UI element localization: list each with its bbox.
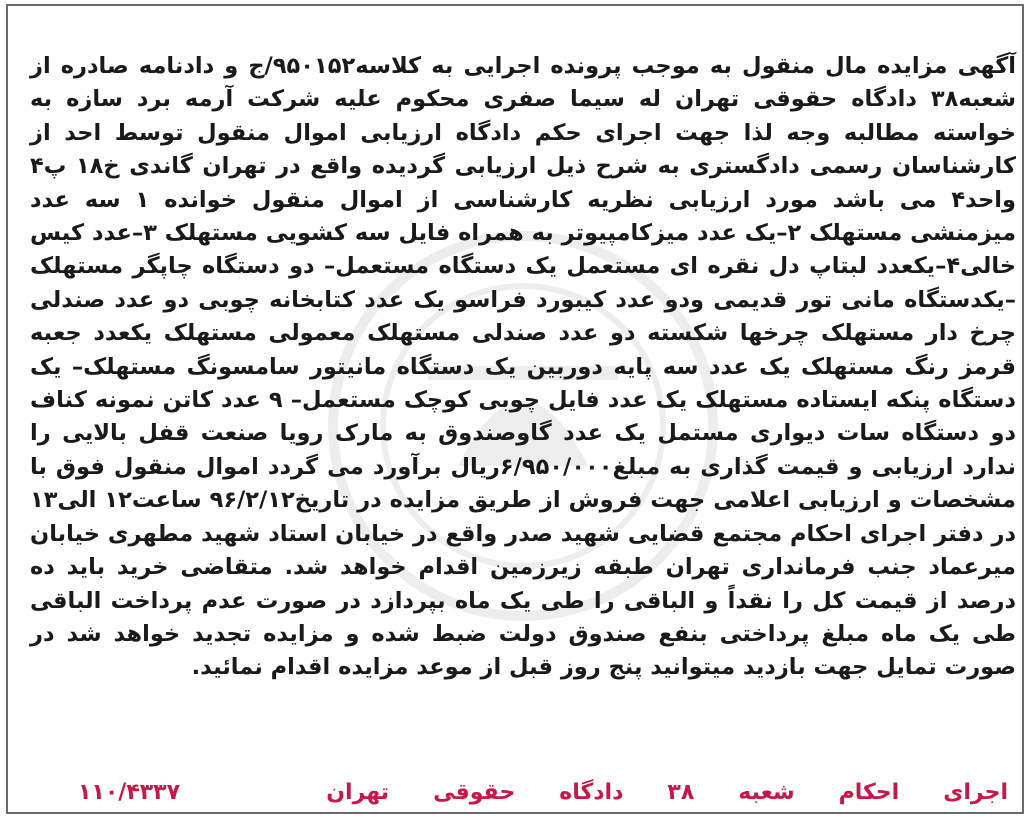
notice-footer xyxy=(38,776,1008,808)
court-word: دادگاه xyxy=(559,779,624,805)
court-word: حقوقی xyxy=(433,779,516,805)
notice-frame xyxy=(6,4,1024,814)
court-word: ۳۸ xyxy=(667,779,695,805)
court-signature xyxy=(326,780,1008,805)
court-word: احکام xyxy=(838,779,900,805)
court-word: شعبه xyxy=(738,779,795,805)
reference-number: ۱۱۰/۴۳۳۷ xyxy=(78,779,181,805)
court-word: اجرای xyxy=(943,779,1008,805)
court-word: تهران xyxy=(326,779,390,805)
notice-body: آگهی مزایده مال منقول به موجب پرونده اجرایی به کلاسه۹۵۰۱۵۲/ج و دادنامه صادره از شعبه۳۸ دادگاه حقوقی تهران له سیما صفری محکوم علیه شرکت آرمه برد سازه به خواسته مطالبه وجه لذا جهت اجرای حکم دادگاه ارزیابی اموال منقول توسط احد از کارشناسان رسمی دادگستری به شرح ذیل ارزیابی گردیده واقع در تهران گاندی خ۱۸ پ۴ واحد۴ می باشد مورد ارزیابی نظریه کارشناسی از اموال منقول خوانده ۱ سه عدد میزمنشی مستهلک ۲–یک عدد میزکامپیوتر به همراه فایل سه کشویی مستهلک ۳–عدد کیس خالی۴–یکعدد لبتاپ دل نقره ای مستعمل یک دستگاه مستعمل– دو دستگاه چاپگر مستهلک –یکدستگاه مانی تور قدیمی ودو عدد کیبورد فراسو یک عدد کتابخانه چوبی دو عدد صندلی چرخ دار مستهلک چرخها شکسته دو عدد صندلی مستهلک معمولی مستهلک یکعدد جعبه قرمز رنگ مستهلک یک عدد سه پایه دوربین یک دستگاه مانیتور سامسونگ مستهلک– یک دستگاه پنکه ایستاده مستهلک یک عدد فایل چوبی کوچک مستعمل– ۹ عدد کاتن نمونه کناف دو دستگاه سات دیواری مستمل یک عدد گاوصندوق به مارک رویا صنعت قفل بالایی را ندارد ارزیابی و قیمت گذاری به مبلغ۶/۹۵۰/۰۰۰ریال برآورد می گردد اموال منقول فوق با مشخصات و ارزیابی اعلامی جهت فروش از طریق مزایده در تاریخ۹۶/۲/۱۲ ساعت۱۲ الی۱۳ در دفتر اجرای احکام مجتمع قضایی شهید صدر واقع در خیابان استاد شهید مطهری خیابان میرعماد جنب فرمانداری تهران طبقه زیرزمین اقدام خواهد شد. متقاضی خرید باید ده درصد از قیمت کل را نقداً و الباقی را طی یک ماه بپردازد در صورت عدم پرداخت الباقی طی یک ماه مبلغ پرداختی بنفع صندوق دولت ضبط شده و مزایده تجدید خواهد شد در صورت تمایل جهت بازدید میتوانید پنج روز قبل از موعد مزایده اقدام نمائید. xyxy=(30,53,1017,681)
